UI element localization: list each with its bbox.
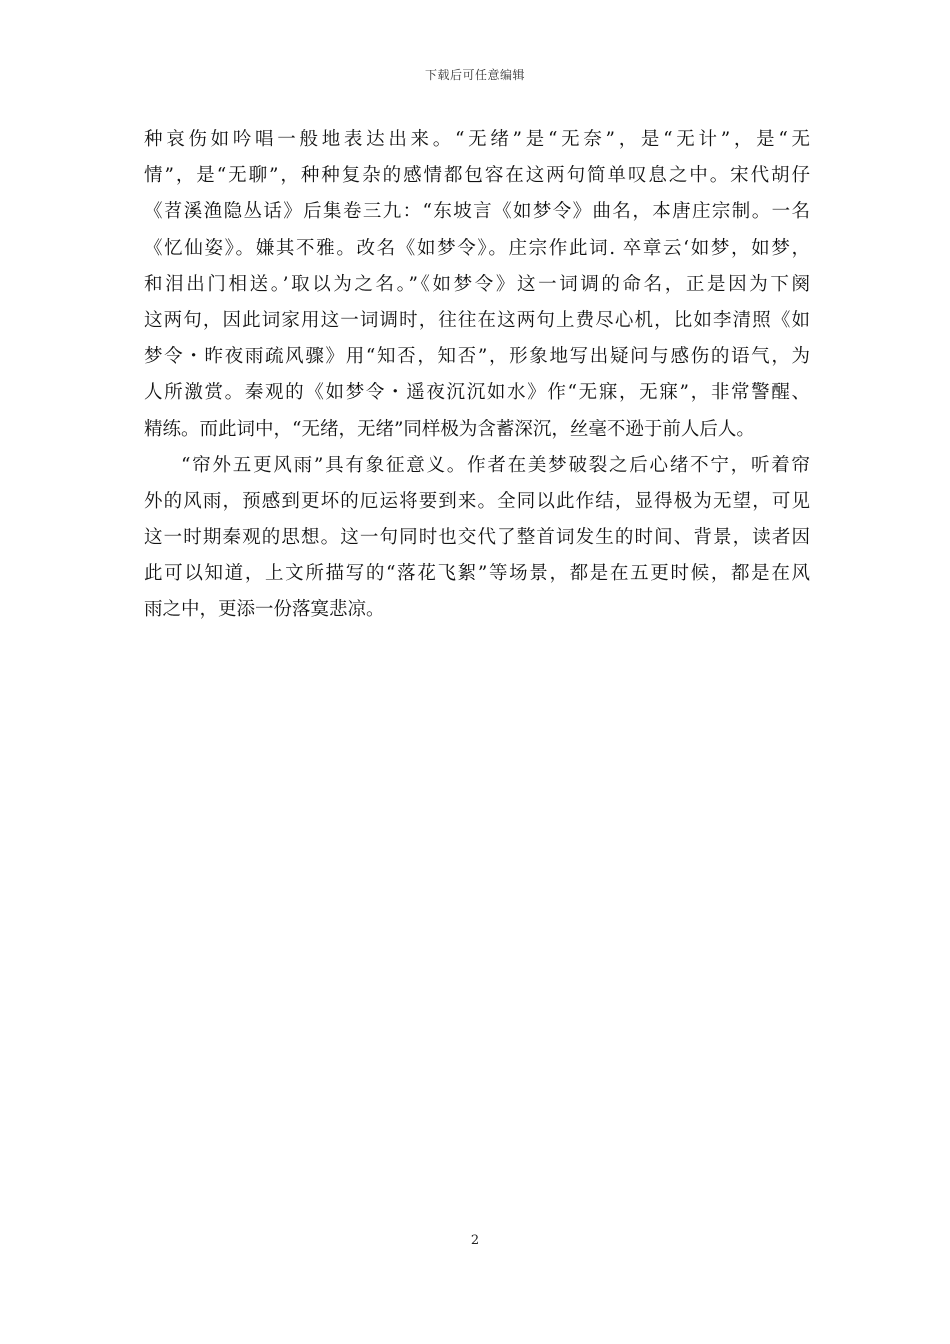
page-header: 下载后可任意编辑: [424, 68, 525, 82]
text-line: “帘外五更风雨”具有象征意义。作者在美梦破裂之后心绪不宁，听着帘: [181, 454, 810, 476]
text-line: 此可以知道，上文所描写的“落花飞絮”等场景，都是在五更时候，都是在风: [144, 563, 810, 585]
page-number: 2: [470, 1233, 480, 1248]
document-body: [144, 122, 810, 629]
text-line: 梦令・昨夜雨疏风骤》用“知否，知否”，形象地写出疑问与感伤的语气，为: [144, 346, 810, 368]
text-line: 《忆仙姿》。嫌其不雅。改名《如梦令》。庄宗作此词. 卒章云‘如梦，如梦，: [144, 237, 810, 259]
paragraph-1: [144, 122, 810, 448]
text-line: 外的风雨，预感到更坏的厄运将要到来。全同以此作结，显得极为无望，可见: [144, 490, 810, 512]
text-line: 人所激赏。秦观的《如梦令・遥夜沉沉如水》作“无寐，无寐”，非常警醒、: [144, 382, 810, 404]
text-line: 《苕溪渔隐丛话》后集卷三九：“东坡言《如梦令》曲名，本唐庄宗制。一名: [144, 201, 810, 223]
text-line: 情”，是“无聊”，种种复杂的感情都包容在这两句简单叹息之中。宋代胡仔: [144, 165, 810, 187]
text-line: 雨之中，更添一份落寞悲凉。: [144, 599, 385, 621]
text-line: 种哀伤如吟唱一般地表达出来。“无绪”是“无奈”，是“无计”，是“无: [144, 129, 810, 150]
text-line: 精练。而此词中，“无绪，无绪”同样极为含蓄深沉，丝毫不逊于前人后人。: [144, 418, 755, 440]
text-line: 和泪出门相送。’取以为之名。”《如梦令》这一词调的命名，正是因为下阕: [144, 273, 810, 295]
text-line: 这一时期秦观的思想。这一句同时也交代了整首词发生的时间、背景，读者因: [144, 527, 810, 549]
text-line: 这两句，因此词家用这一词调时，往往在这两句上费尽心机，比如李清照《如: [144, 309, 810, 331]
paragraph-2: [144, 448, 810, 629]
